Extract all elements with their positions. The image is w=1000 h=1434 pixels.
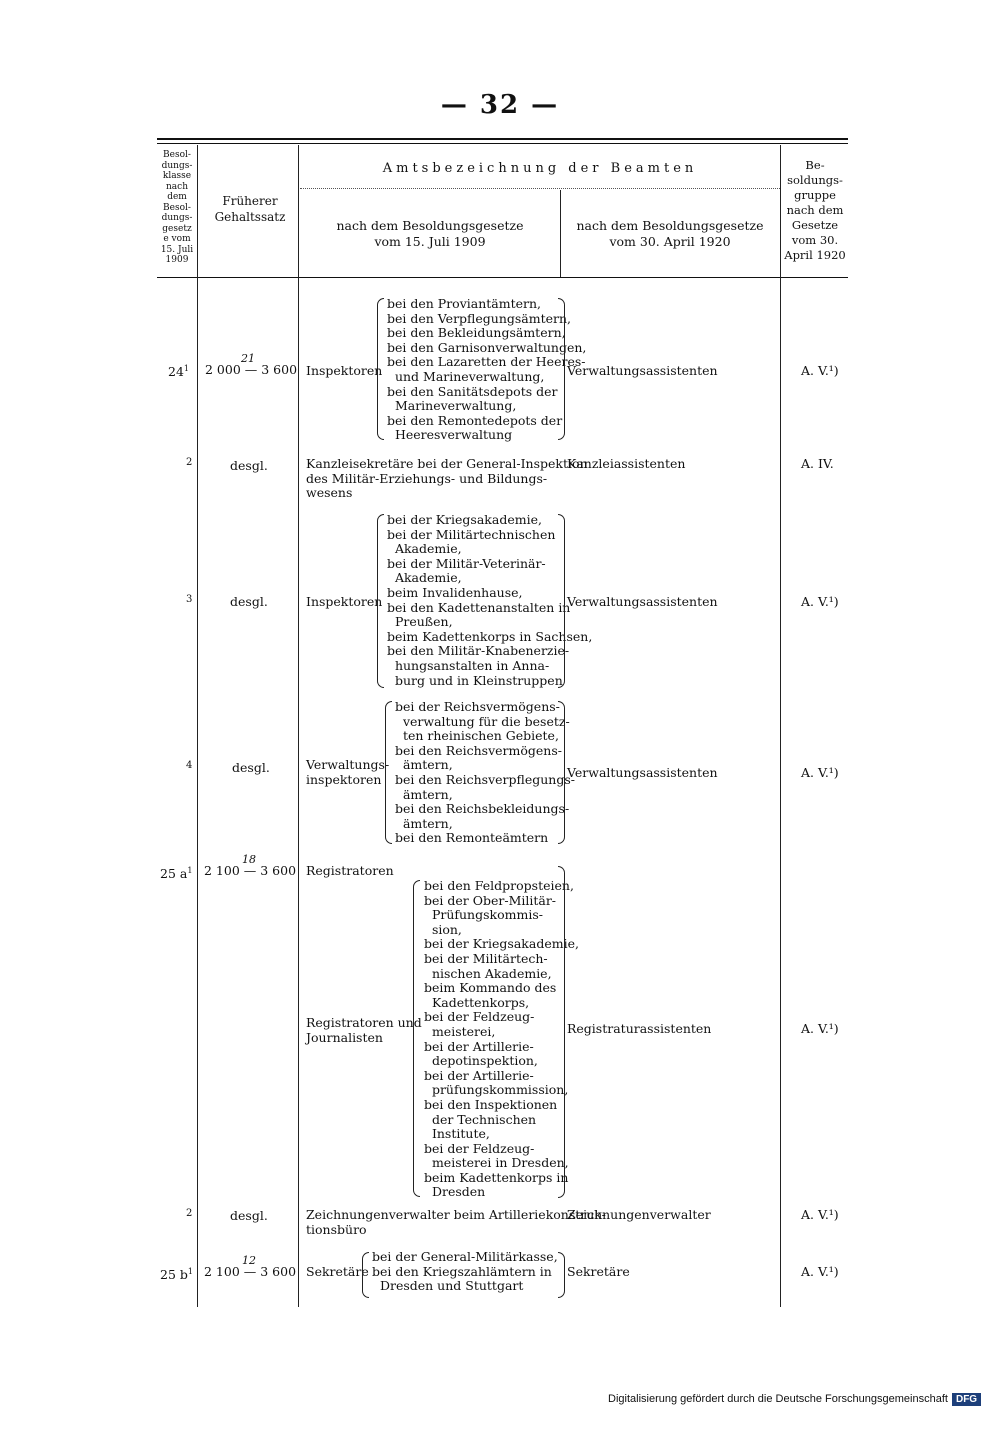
right-brace bbox=[558, 701, 565, 844]
amt-1920: Verwaltungsassistenten bbox=[567, 363, 718, 378]
gruppe-value: A. V.¹) bbox=[801, 1207, 839, 1222]
amt-1909: Verwaltungs- inspektoren bbox=[306, 757, 390, 787]
klasse-sup: 1 bbox=[183, 364, 189, 373]
top-rule bbox=[157, 138, 848, 140]
gehalt-value: 2 000 — 3 600 bbox=[205, 362, 298, 377]
amt-1909: Registratoren bbox=[306, 863, 394, 878]
footer-text: Digitalisierung gefördert durch die Deutsche Forschungsgemeinschaft bbox=[608, 1393, 948, 1405]
amt-1920: Verwaltungsassistenten bbox=[567, 594, 718, 609]
amt-1909: Inspektoren bbox=[306, 363, 383, 378]
column-divider bbox=[298, 145, 299, 1307]
header-subrule bbox=[300, 188, 780, 189]
row-klasse bbox=[160, 1265, 193, 1283]
gehalt-value: 2 100 — 3 600 bbox=[204, 1264, 297, 1279]
left-brace bbox=[385, 701, 392, 844]
left-brace bbox=[377, 298, 384, 440]
gruppe-value: A. IV. bbox=[801, 456, 834, 471]
amt-1909: Sekretäre bbox=[306, 1264, 369, 1279]
gehalt-sup: 12 bbox=[242, 1254, 256, 1267]
amt-1920: Zeichnungenverwalter bbox=[567, 1207, 711, 1222]
header-gehalt: Früherer Gehaltssatz bbox=[214, 194, 286, 224]
klasse-sup: 1 bbox=[187, 866, 193, 875]
dfg-logo: DFG bbox=[952, 1393, 981, 1406]
header-1909: nach dem Besoldungsgesetze vom 15. Juli 1909 bbox=[336, 218, 524, 249]
amt-1909: Inspektoren bbox=[306, 594, 383, 609]
amt-1909: Kanzleisekretäre bei der General-Inspektion des Militär-Erziehungs- und Bildungs- wesens bbox=[306, 456, 588, 501]
amt-1920: Registraturassistenten bbox=[567, 1021, 712, 1036]
column-divider bbox=[197, 145, 198, 1307]
klasse-value: 24 bbox=[168, 364, 184, 380]
top-rule-thin bbox=[157, 143, 848, 144]
gehalt-value: desgl. bbox=[230, 1208, 268, 1223]
gehalt-value: desgl. bbox=[230, 458, 268, 473]
amt-1909-secondary: Registratoren und Journalisten bbox=[306, 1015, 422, 1045]
right-brace bbox=[558, 866, 565, 1198]
right-brace bbox=[558, 1252, 565, 1298]
left-brace bbox=[413, 880, 420, 1197]
gruppe-value: A. V.¹) bbox=[801, 765, 839, 780]
column-divider bbox=[780, 145, 781, 1307]
page-number: — 32 — bbox=[440, 90, 560, 120]
right-brace bbox=[558, 298, 565, 440]
klasse-sup: 2 bbox=[186, 457, 193, 468]
gruppe-value: A. V.¹) bbox=[801, 1264, 839, 1279]
left-brace bbox=[362, 1252, 369, 1298]
amt-1920: Kanzleiassistenten bbox=[567, 456, 686, 471]
right-brace bbox=[558, 514, 565, 688]
amt-details: bei der Reichsvermögens- verwaltung für die besetz- ten rheinischen Gebiete, bei den Reichsvermögens- ämtern, bei den Reichsverpflegungs- ämtern, bei den Reichsbekleidungs- ämtern, bei den Remonteämtern bbox=[395, 699, 575, 846]
row-klasse bbox=[168, 362, 189, 380]
klasse-sup: 1 bbox=[187, 1267, 193, 1276]
footer-credit bbox=[608, 1393, 981, 1406]
gehalt-value: 2 100 — 3 600 bbox=[204, 863, 297, 878]
header-amtsbezeichnung: Amtsbezeichnung der Beamten bbox=[382, 161, 698, 176]
header-1920: nach dem Besoldungsgesetze vom 30. April 1920 bbox=[576, 218, 764, 249]
klasse-value: 25 a bbox=[160, 866, 188, 882]
gehalt-sup: 18 bbox=[242, 853, 256, 866]
gruppe-value: A. V.¹) bbox=[801, 363, 839, 378]
gruppe-value: A. V.¹) bbox=[801, 1021, 839, 1036]
amt-details: bei der General-Militärkasse, bei den Kriegszahlämtern in Dresden und Stuttgart bbox=[372, 1249, 558, 1294]
row-klasse bbox=[160, 864, 192, 882]
amt-details: bei den Feldpropsteien, bei der Ober-Militär- Prüfungskommis- sion, bei der Kriegsakademie, bei der Militärtech- nischen Akademie, beim Kommando des Kadettenkorps, bei der Feldzeug- meisterei, bei der Artillerie- depotinspektion, bei der Artillerie- prüfungskommission, bei den Inspektionen der Technischen Institute, bei der Feldzeug- meisterei in Dresden, beim Kadettenkorps in Dresden bbox=[424, 878, 579, 1200]
klasse-value: 25 b bbox=[160, 1267, 188, 1283]
column-divider bbox=[560, 190, 561, 277]
gehalt-value: desgl. bbox=[230, 594, 268, 609]
gehalt-sup: 21 bbox=[241, 352, 255, 365]
amt-1920: Verwaltungsassistenten bbox=[567, 765, 718, 780]
klasse-sup: 2 bbox=[186, 1208, 193, 1219]
gehalt-value: desgl. bbox=[232, 760, 270, 775]
header-klasse: Besoldungsklasse nach dem Besoldungsgesetze vom 15. Juli 1909 bbox=[160, 150, 194, 265]
header-rule bbox=[157, 277, 848, 278]
gruppe-value: A. V.¹) bbox=[801, 594, 839, 609]
amt-1909: Zeichnungenverwalter beim Artilleriekonstruk- tionsbüro bbox=[306, 1207, 606, 1237]
klasse-sup: 3 bbox=[186, 594, 193, 605]
amt-details: bei den Proviantämtern, bei den Verpflegungsämtern, bei den Bekleidungsämtern, bei den Garnisonverwaltungen, bei den Lazaretten der Heeres- und Marineverwaltung, bei den Sanitätsdepots der Marineverwaltung, bei den Remontedepots der Heeresverwaltung bbox=[387, 296, 587, 443]
amt-1920: Sekretäre bbox=[567, 1264, 630, 1279]
header-gruppe: Besoldungsgruppe nach dem Gesetze vom 30. April 1920 bbox=[784, 158, 846, 262]
amt-details: bei der Kriegsakademie, bei der Militärtechnischen Akademie, bei der Militär-Veterinär- Akademie, beim Invalidenhause, bei den Kadettenanstalten in Preußen, beim Kadettenkorps in Sachsen, bei den Militär-Knabenerzie- hungsanstalten in Anna- burg und in Kleinstruppen bbox=[387, 512, 593, 688]
left-brace bbox=[377, 514, 384, 688]
klasse-sup: 4 bbox=[186, 760, 193, 771]
